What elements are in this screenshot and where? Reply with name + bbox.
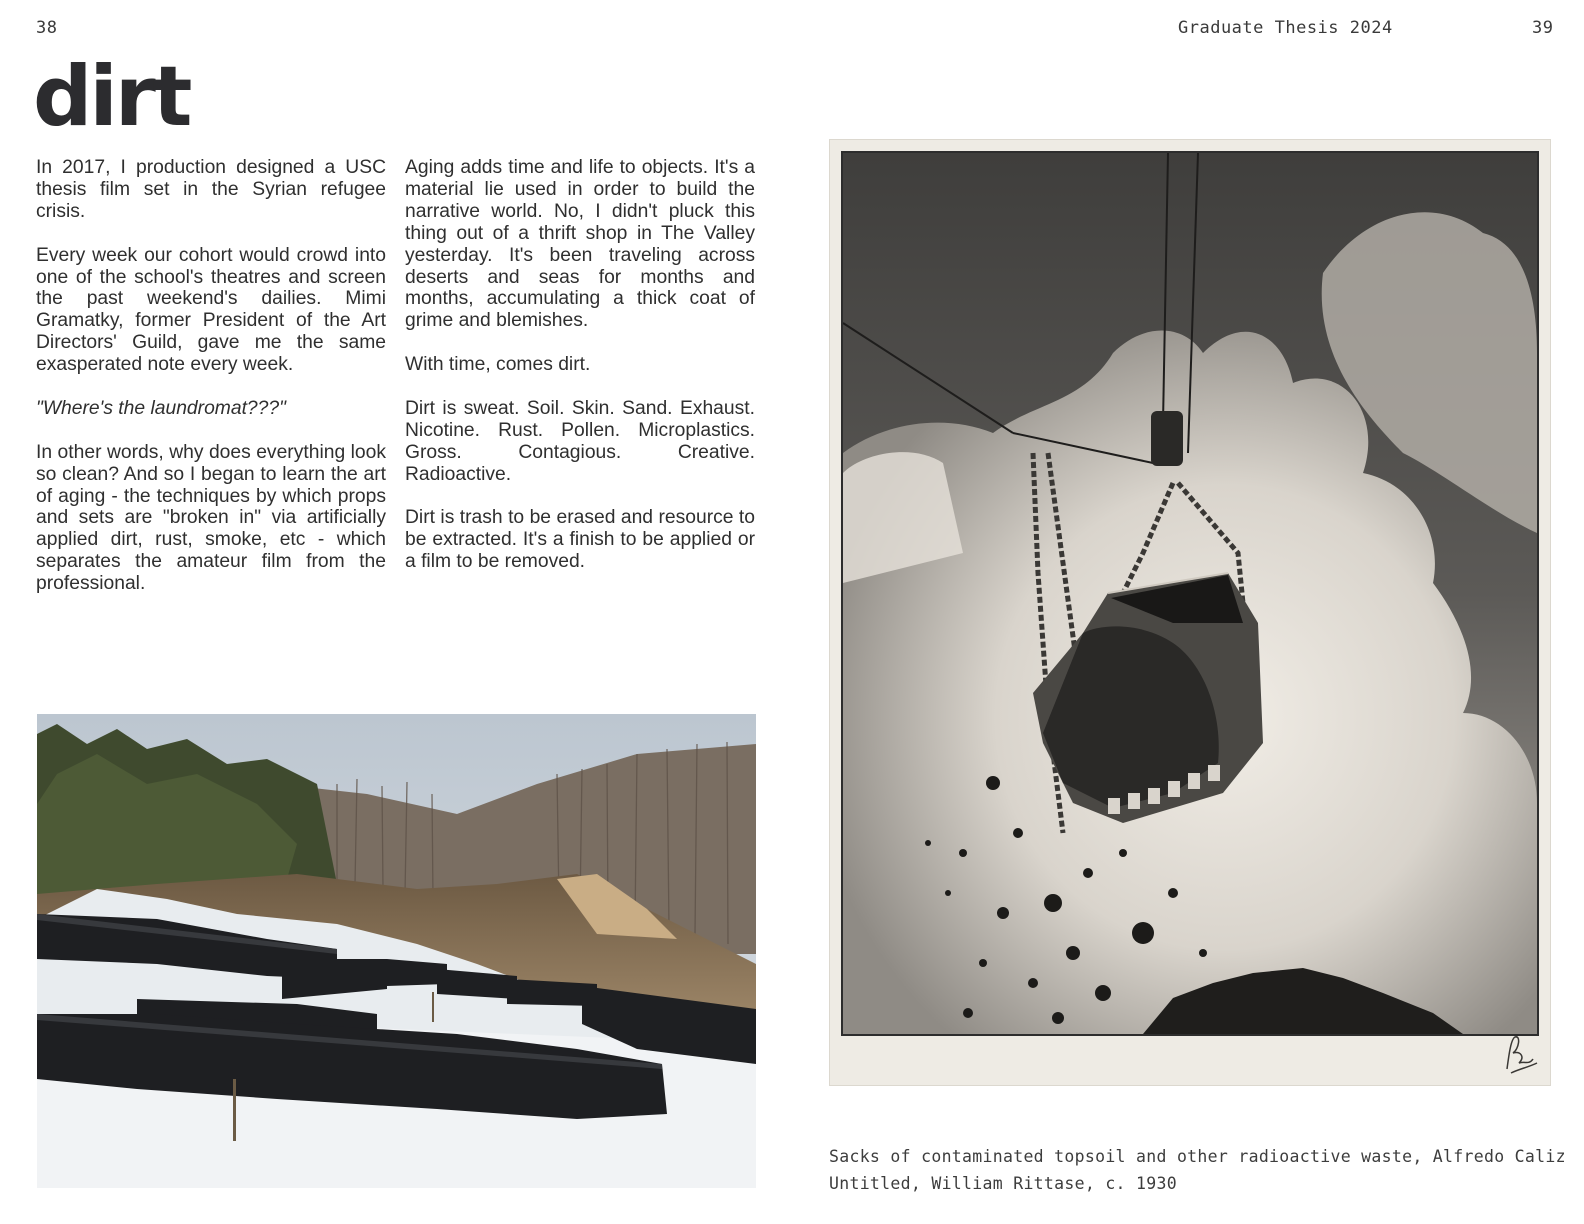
photo-waste-sacks-art [37,714,756,1188]
photo-waste-sacks [37,714,756,1188]
paragraph: Aging adds time and life to objects. It's a material lie used in order to build the narrative world. No, I didn't pluck this thing out of a thrift shop in The Valley yesterday. It's been traveling across deserts and seas for months and months, accumulating a thick coat of grime and blemishes. [405,157,755,332]
photo-mount [829,139,1551,1086]
text-column-left [36,157,386,617]
paragraph: With time, comes dirt. [405,354,591,376]
paragraph: In 2017, I production designed a USC thesis film set in the Syrian refugee crisis. [36,157,386,222]
paragraph: Every week our cohort would crowd into one of the school's theatres and screen the past weekend's dailies. Mimi Gramatky, former President of the Art Directors' Guild, gave me the same exasperated note every week. [36,244,386,376]
caption-photo-1: Sacks of contaminated topsoil and other radioactive waste, Alfredo Caliz [829,1147,1566,1166]
running-header: Graduate Thesis 2024 [1178,18,1393,38]
paragraph: Dirt is sweat. Soil. Skin. Sand. Exhaust. Nicotine. Rust. Pollen. Microplastics. Gross. Contagious. Creative. Radioactive. [405,397,755,485]
article-title: dirt [33,48,190,145]
paragraph: In other words, why does everything look so clean? And so I began to learn the art of aging - the techniques by which props and sets are "broken in" via artificially applied dirt, rust, smoke, etc - which separates the amateur film from the professional. [36,441,386,595]
signature-mark [1499,1029,1541,1077]
page-number-right: 39 [1532,18,1554,38]
paragraph: Dirt is trash to be erased and resource to be extracted. It's a finish to be applied or a film to be removed. [405,507,755,573]
caption-photo-2: Untitled, William Rittase, c. 1930 [829,1174,1177,1193]
page-number-left: 38 [36,18,58,38]
text-column-right [405,157,755,595]
photo-excavator-bucket-art [843,153,1537,1034]
photo-excavator-bucket [841,151,1539,1036]
quote: "Where's the laundromat???" [36,397,286,419]
quote-paragraph [36,398,386,420]
